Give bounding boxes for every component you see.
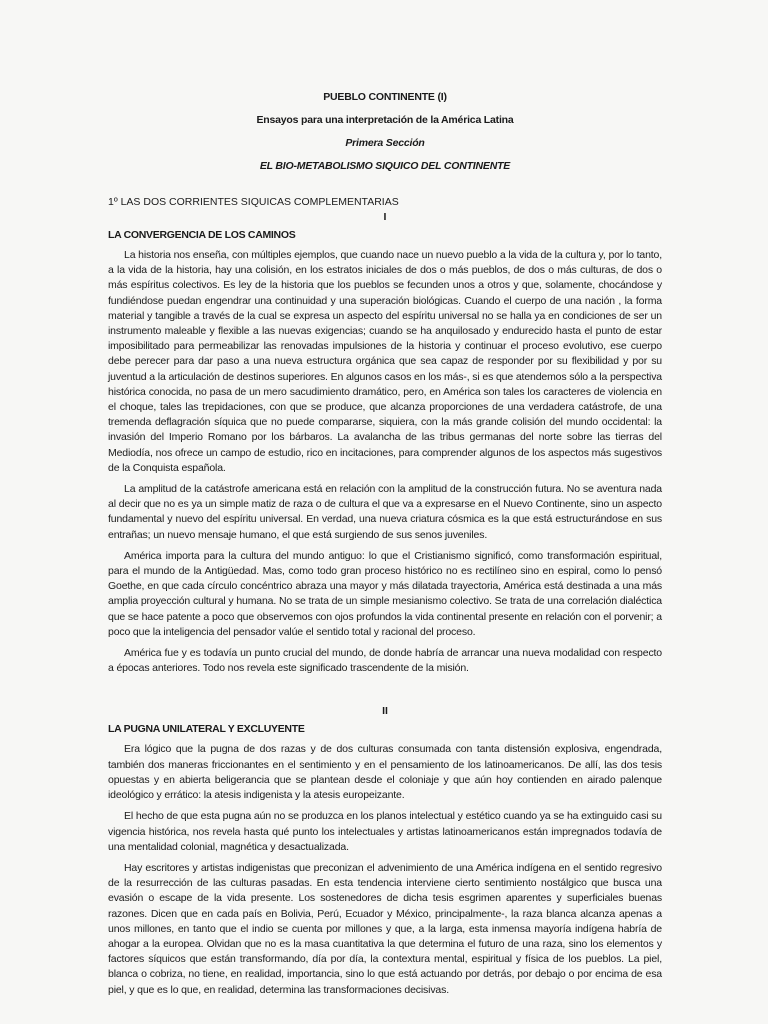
paragraph: El hecho de que esta pugna aún no se produzca en los planos intelectual y estético cuando ya se ha extinguido casi su vigencia histórica, nos revela hasta qué punto los intelectuales y artistas latinoamericanos están impregnados todavía de una mentalidad colonial, magnética y desactualizada. — [108, 810, 662, 853]
paragraph: La historia nos enseña, con múltiples ejemplos, que cuando nace un nuevo pueblo a la vida de la cultura y, por lo tanto, a la vida de la historia, hay una colisión, en los estratos iniciales de dos o más pueblos, de dos o más culturas, de dos o más espíritus colectivos. Es ley de la historia que los pueblos se fecunden unos a otros y que, solamente, chocándose y fundiéndose puedan engendrar una continuidad y una superación biológicas. Cuando el cuerpo de una nación , la forma material y tangible a través de la cual se expresa un aspecto del espíritu universal no se halla ya en condiciones de ser un instrumento maleable y flexible a las nuevas exigencias; cuando se ha anquilosado y endurecido hasta el punto de estar imposibilitado para permeabilizar las renovadas impulsiones de la historia y continuar el proceso evolutivo, ese cuerpo debe perecer para dar paso a una nueva estructura orgánica que sea capaz de responder por su flexibilidad y por su juventud a la articulación de destinos superiores. En algunos casos en los más-, si es que atendemos sólo a la perspectiva histórica conocida, no pasa de un mero sacudimiento dramático, pero, en América son tales los caracteres de violencia en el choque, tales las trepidaciones, con que se produce, que alcanza proporciones de una verdadera catástrofe, de una tremenda deflagración síquica que no puede compararse, siquiera, con la más grande colisión del mundo occidental: la invasión del Imperio Romano por los bárbaros. La avalancha de las tribus germanas del norte sobre las tierras del Mediodía, nos ofrece un campo de estudio, rico en incitaciones, para comprender algunos de los aspectos más sugestivos de la Conquista española. — [108, 249, 662, 474]
section-label: Primera Sección — [345, 137, 425, 149]
section-title-1: LA CONVERGENCIA DE LOS CAMINOS — [108, 229, 296, 241]
document-title: PUEBLO CONTINENTE (I) — [323, 91, 447, 103]
section-numeral-2: II — [382, 705, 388, 718]
paragraph: Hay escritores y artistas indigenistas que preconizan el advenimiento de una América indígena en el sentido regresivo de la resurrección de las culturas pasadas. En esta tendencia interviene cierto sentimiento nostálgico que busca una evasión o escape de la vida presente. Los sostenedores de dicha tesis esgrimen aparentes y superficiales buenas razones. Dicen que en cada país en Bolivia, Perú, Ecuador y México, principalmente-, la raza blanca alcanza apenas a unos millones, en tanto que el indio se cuenta por millones y que, a la larga, esta inmensa mayoría indígena habría de ahogar a la europea. Olvidan que no es la masa cuantitativa la que determina el futuro de una raza, sino los elementos y factores síquicos que están transformando, día por día, la contextura mental, espiritual y física de los pueblos. La piel, blanca o cobriza, no tiene, en realidad, importancia, sino lo que está actuando por detrás, por debajo o por encima de esa piel, y que es lo que, en realidad, determina las transformaciones decisivas. — [108, 861, 662, 996]
paragraph: América fue y es todavía un punto crucial del mundo, de donde habría de arrancar una nueva modalidad con respecto a épocas anteriores. Todo nos revela este significado trascendente de la misión. — [108, 647, 662, 675]
section-numeral-1: I — [383, 211, 387, 223]
part-title: 1º LAS DOS CORRIENTES SIQUICAS COMPLEMENTARIAS — [108, 196, 399, 208]
spacer — [108, 682, 662, 704]
section-title-2: LA PUGNA UNILATERAL Y EXCLUYENTE — [108, 723, 305, 736]
paragraph: Era lógico que la pugna de dos razas y de dos culturas consumada con tanta distensión explosiva, engendrada, también dos maneras friccionantes en el sentimiento y en el pensamiento de los latinoamericanos. De allí, las dos tesis opuestas y en abierta beligerancia que se plantean desde el coloniaje y que aún hoy contienden en airado palenque ideológico y errático: la atesis indigenista y la atesis europeizante. — [108, 743, 662, 802]
section-heading: EL BIO-METABOLISMO SIQUICO DEL CONTINENTE — [259, 160, 511, 172]
document-body — [108, 90, 662, 1004]
paragraph: La amplitud de la catástrofe americana está en relación con la amplitud de la construcción futura. No se aventura nada al decir que no es ya un simple matiz de raza o de cultura el que va a expresarse en el Nuevo Continente, sino un aspecto fundamental y nuevo del espíritu universal. En verdad, una nueva criatura cósmica es la que está estructurándose en sus entrañas; un nuevo mensaje humano, el que está surgiendo de sus senos juveniles. — [108, 483, 662, 541]
document-subtitle: Ensayos para una interpretación de la América Latina — [256, 114, 514, 126]
paragraph: América importa para la cultura del mundo antiguo: lo que el Cristianismo significó, como transformación espiritual, para el mundo de la Antigüedad. Mas, como todo gran proceso histórico no es rectilíneo sino en espiral, como lo pensó Goethe, en que cada círculo concéntrico abraza una mayor y más dilatada trayectoria, América está destinada a una más amplia proyección cultural y humana. No se trata de un simple mesianismo colectivo. Se trata de una correlación dialéctica que se hace patente a poco que observemos con ojos profundos la vida continental presente en relación con el porvenir; a poco que la inteligencia del pensador valúe el sentido total y racional del proceso. — [108, 549, 662, 638]
